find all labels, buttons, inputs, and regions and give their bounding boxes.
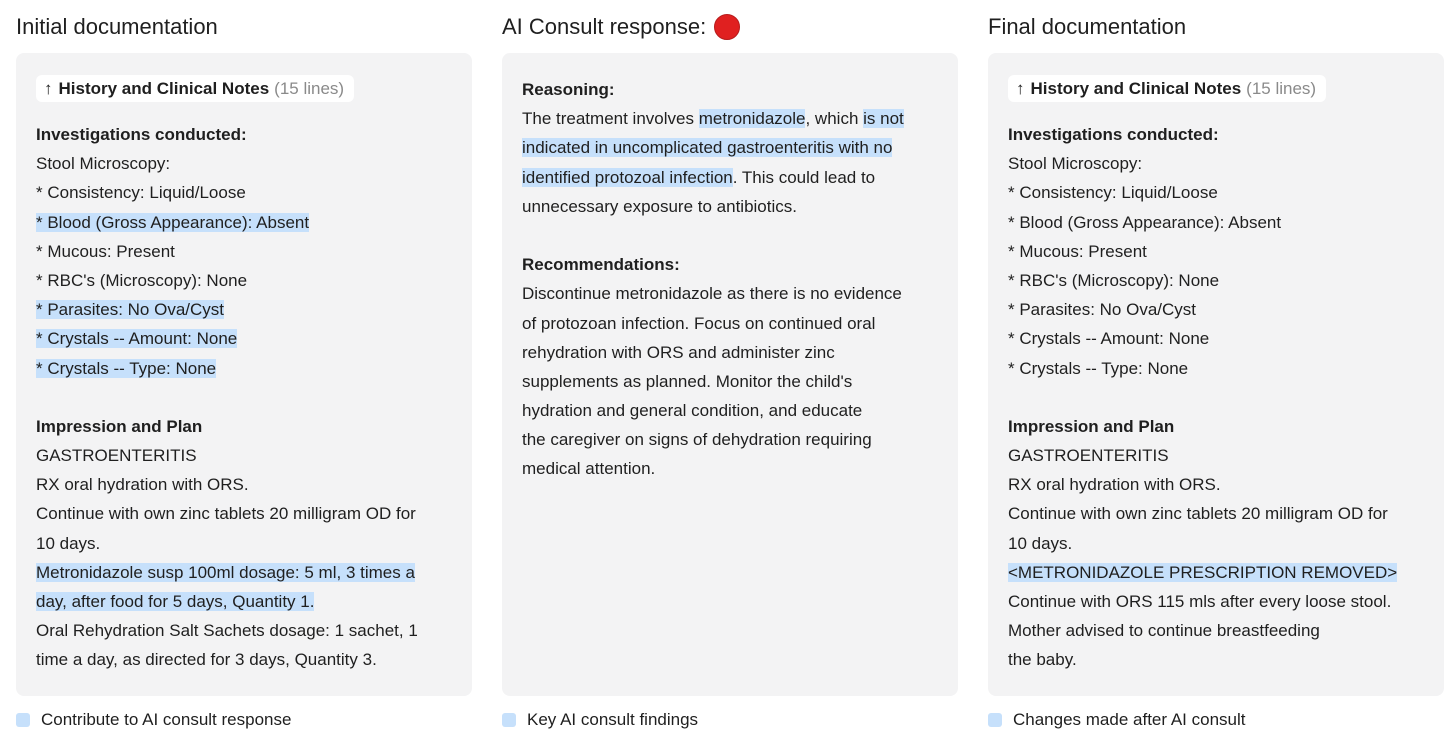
note-line: Stool Microscopy: xyxy=(1008,154,1143,174)
legend-label: Contribute to AI consult response xyxy=(41,710,292,729)
note-line: * RBC's (Microscopy): None xyxy=(1008,270,1220,290)
arrow-up-icon: ↑ xyxy=(44,78,53,98)
note-line: time a day, as directed for 3 days, Quantity 3. xyxy=(36,650,377,670)
ai-consult-title-text: AI Consult response: xyxy=(502,14,707,39)
note-line: Continue with ORS 115 mls after every loose stool. xyxy=(1008,592,1392,611)
history-notes-count: (15 lines) xyxy=(1246,78,1317,98)
recommendation-line: Discontinue metronidazole as there is no evidence xyxy=(522,284,902,304)
initial-documentation-card xyxy=(16,53,472,696)
final-documentation-card xyxy=(988,53,1444,696)
note-line-highlighted: * Crystals -- Type: None xyxy=(36,358,217,378)
note-line: * Mucous: Present xyxy=(1008,241,1147,261)
arrow-up-icon: ↑ xyxy=(1016,78,1025,98)
history-notes-toggle[interactable] xyxy=(36,75,354,102)
recommendation-line: the caregiver on signs of dehydration requiring xyxy=(522,430,872,450)
section-heading: Impression and Plan xyxy=(1008,416,1175,436)
section-heading: Investigations conducted: xyxy=(1008,125,1219,144)
section-heading: Impression and Plan xyxy=(36,416,203,436)
recommendation-line: hydration and general condition, and educate xyxy=(522,401,863,421)
note-line: Continue with own zinc tablets 20 milligram OD for xyxy=(36,504,416,524)
ai-consult-card xyxy=(502,53,958,696)
note-line: Continue with own zinc tablets 20 milligram OD for xyxy=(1008,504,1388,524)
note-line: 10 days. xyxy=(36,533,101,553)
reasoning-line: identified protozoal infection. This could lead to xyxy=(522,167,876,187)
note-line: GASTROENTERITIS xyxy=(1008,446,1169,466)
reasoning-heading: Reasoning: xyxy=(522,80,615,99)
note-line: 10 days. xyxy=(1008,533,1073,553)
reasoning-line: indicated in uncomplicated gastroenteritis with no xyxy=(522,138,893,158)
note-line-highlighted: <METRONIDAZOLE PRESCRIPTION REMOVED> xyxy=(1008,562,1398,582)
history-notes-label: History and Clinical Notes xyxy=(58,78,270,98)
legend-swatch xyxy=(988,713,1002,727)
spacer xyxy=(1008,383,1424,412)
note-line-highlighted: * Crystals -- Amount: None xyxy=(36,329,238,349)
note-line: * Mucous: Present xyxy=(36,241,175,261)
note-line-highlighted: * Parasites: No Ova/Cyst xyxy=(36,300,225,320)
note-line: GASTROENTERITIS xyxy=(36,446,197,466)
final-legend xyxy=(988,709,1245,731)
history-notes-label: History and Clinical Notes xyxy=(1030,78,1242,98)
note-line: * Consistency: Liquid/Loose xyxy=(1008,183,1218,203)
consult-legend xyxy=(502,709,698,731)
history-notes-toggle[interactable] xyxy=(1008,75,1326,102)
reasoning-line: The treatment involves metronidazole, which is not xyxy=(522,109,904,129)
note-line: the baby. xyxy=(1008,650,1077,670)
note-line: Oral Rehydration Salt Sachets dosage: 1 sachet, 1 xyxy=(36,621,418,641)
note-line: * Consistency: Liquid/Loose xyxy=(36,183,246,203)
spacer xyxy=(522,221,938,250)
recommendation-line: supplements as planned. Monitor the child's xyxy=(522,371,853,391)
note-line: * Crystals -- Amount: None xyxy=(1008,329,1210,349)
history-notes-count: (15 lines) xyxy=(274,78,345,98)
note-line-highlighted: * Blood (Gross Appearance): Absent xyxy=(36,212,310,232)
legend-swatch xyxy=(16,713,30,727)
note-line: * Parasites: No Ova/Cyst xyxy=(1008,300,1197,320)
ai-consult-title xyxy=(502,12,740,42)
legend-label: Key AI consult findings xyxy=(527,710,699,729)
note-line-highlighted: Metronidazole susp 100ml dosage: 5 ml, 3 times a xyxy=(36,562,415,582)
legend-swatch xyxy=(502,713,516,727)
note-line-highlighted: day, after food for 5 days, Quantity 1. xyxy=(36,592,315,611)
spacer xyxy=(36,383,452,412)
final-documentation-title: Final documentation xyxy=(988,14,1187,39)
section-heading: Investigations conducted: xyxy=(36,125,247,144)
recommendation-line: medical attention. xyxy=(522,459,656,479)
note-line: Mother advised to continue breastfeeding xyxy=(1008,621,1320,641)
note-line: * RBC's (Microscopy): None xyxy=(36,270,248,290)
initial-legend xyxy=(16,709,291,731)
note-line: * Blood (Gross Appearance): Absent xyxy=(1008,212,1282,232)
reasoning-line: unnecessary exposure to antibiotics. xyxy=(522,196,797,216)
note-line: Stool Microscopy: xyxy=(36,154,171,174)
legend-label: Changes made after AI consult xyxy=(1013,710,1246,729)
note-line: RX oral hydration with ORS. xyxy=(1008,475,1221,495)
recommendation-line: of protozoan infection. Focus on continued oral xyxy=(522,313,876,333)
initial-documentation-title: Initial documentation xyxy=(16,14,218,39)
status-red-dot-icon xyxy=(714,14,740,40)
recommendation-line: rehydration with ORS and administer zinc xyxy=(522,342,835,362)
note-line: * Crystals -- Type: None xyxy=(1008,358,1189,378)
recommendations-heading: Recommendations: xyxy=(522,255,680,275)
note-line: RX oral hydration with ORS. xyxy=(36,475,249,495)
